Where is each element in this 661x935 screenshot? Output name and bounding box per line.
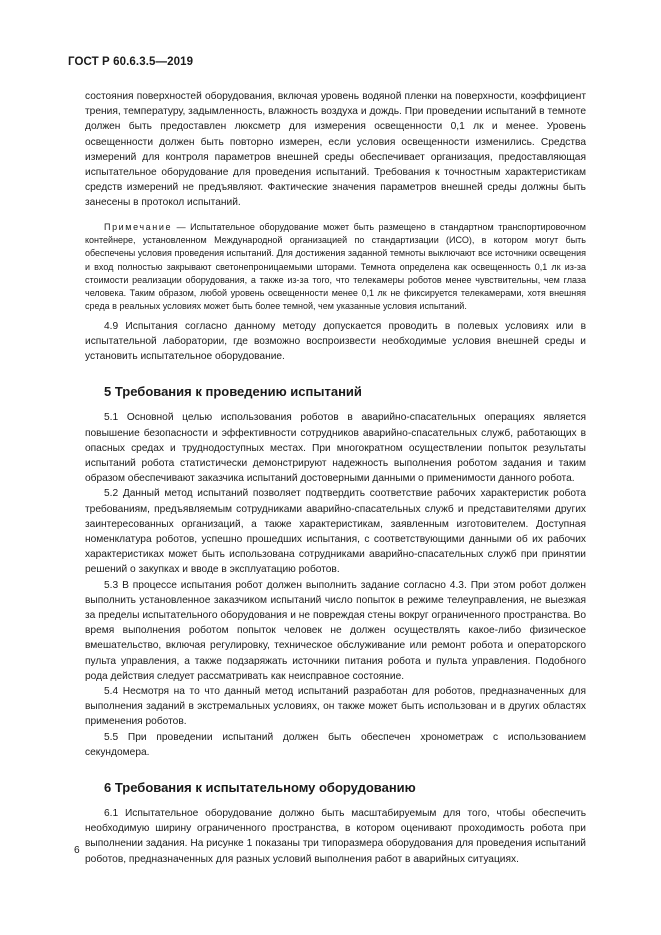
paragraph-4-9: 4.9 Испытания согласно данному методу допускается проводить в полевых условиях или в испытательной лаборатории, где возможно воспроизвести необходимые условия внешней среды и установить испытательное оборудование. — [85, 320, 586, 363]
page-number: 6 — [74, 845, 80, 856]
paragraph-5-3: 5.3 В процессе испытания робот должен выполнить задание согласно 4.3. При этом робот должен выполнить установленное заказчиком испытаний число попыток в режиме телеуправления, не выезжая за пределы испытательного оборудования и не повреждая стены вокруг ограниченного пространства. Во время выполнения роботом попыток человек не должен осуществлять какое-либо физическое вмешательство, включая регулировку, техническое обслуживание или ремонт робота и операторского пульта управления, а также подзаряжать источники питания робота и пульта управления. Подобного рода действия следует рассматривать как неисправное состояние. — [85, 579, 586, 682]
note-label: Примечание — [104, 221, 173, 232]
paragraph-5-5: 5.5 При проведении испытаний должен быть обеспечен хронометраж с использованием секундомера. — [85, 731, 586, 758]
paragraph-5-1: 5.1 Основной целью использования роботов в аварийно-спасательных операциях является повышение безопасности и эффективности сотрудников аварийно-спасательных служб, работающих в опасных средах и труднодоступных местах. При многократном осуществлении попыток результаты испытаний робота статистически демонстрируют надежность выполнения роботом задания и таким образом обеспечивают заказчика испытаний достоверными данными о применимости данного робота. — [85, 412, 586, 485]
paragraph-continuation: состояния поверхностей оборудования, включая уровень водяной пленки на поверхности, коэффициент трения, температуру, задымленность, влажность воздуха и дождь. При проведении испытаний в темноте должен быть предоставлен люксметр для измерения освещенности 0,1 лк и менее. Уровень освещенности должен быть повторно измерен, если условия освещенности изменились. Средства измерений для контроля параметров внешней среды обеспечивает организация, предоставляющая испытательное оборудование для проведения испытаний. Требования к точностным характеристикам средств измерений не предъявляют. Фактические значения параметров внешней среды должны быть занесены в протокол испытаний. — [85, 91, 586, 209]
section-heading-6: 6 Требования к испытательному оборудованию — [104, 779, 416, 795]
note-text: — Испытательное оборудование может быть размещено в стандартном транспортировочном контейнере, установленном Международной организацией по стандартизации (ИСО), в котором могут быть обеспечены условия проведения испытаний. Для достижения заданной темноты выключают все источники освещения и вход полностью закрывают светонепроницаемыми шторами. Темнота определена как освещенность 0,1 лк из-за стоимости реализации оборудования, а также из-за того, что телекамеры роботов менее чувствительны, чем глаза человека. Таким образом, любой уровень освещенности менее 0,1 лк не фиксируется телекамерами, хотя внешняя среда в реальных условиях может быть более темной, чем указанные условия испытаний. — [85, 221, 586, 312]
page-content — [85, 89, 586, 867]
section-heading-5: 5 Требования к проведению испытаний — [104, 384, 362, 400]
paragraph-6-1: 6.1 Испытательное оборудование должно быть масштабируемым для того, чтобы обеспечить необходимую ширину ограниченного пространства, в котором оценивают проходимость робота при выполнении задания. На рисунке 1 показаны три типоразмера оборудования для проведения испытаний роботов, предназначенных для разных условий выполнения работ в аварийных ситуациях. — [85, 807, 586, 865]
paragraph-5-4: 5.4 Несмотря на то что данный метод испытаний разработан для роботов, предназначенных для выполнения заданий в экстремальных условиях, он также может быть использован и в других областях применения роботов. — [85, 685, 586, 728]
paragraph-5-2: 5.2 Данный метод испытаний позволяет подтвердить соответствие рабочих характеристик робота требованиям, предъявляемым сотрудниками аварийно-спасательных служб и представителями других заинтересованных организаций, а также характеристикам, заявленным изготовителем. Доступная номенклатура роботов, успешно прошедших испытания, с соответствующими данными об их рабочих характеристиках может быть использована сотрудниками аварийно-спасательных служб при принятии решений о закупках и вводе в эксплуатацию роботов. — [85, 488, 586, 576]
document-code-header: ГОСТ Р 60.6.3.5—2019 — [68, 56, 194, 68]
note-paragraph — [85, 221, 586, 314]
